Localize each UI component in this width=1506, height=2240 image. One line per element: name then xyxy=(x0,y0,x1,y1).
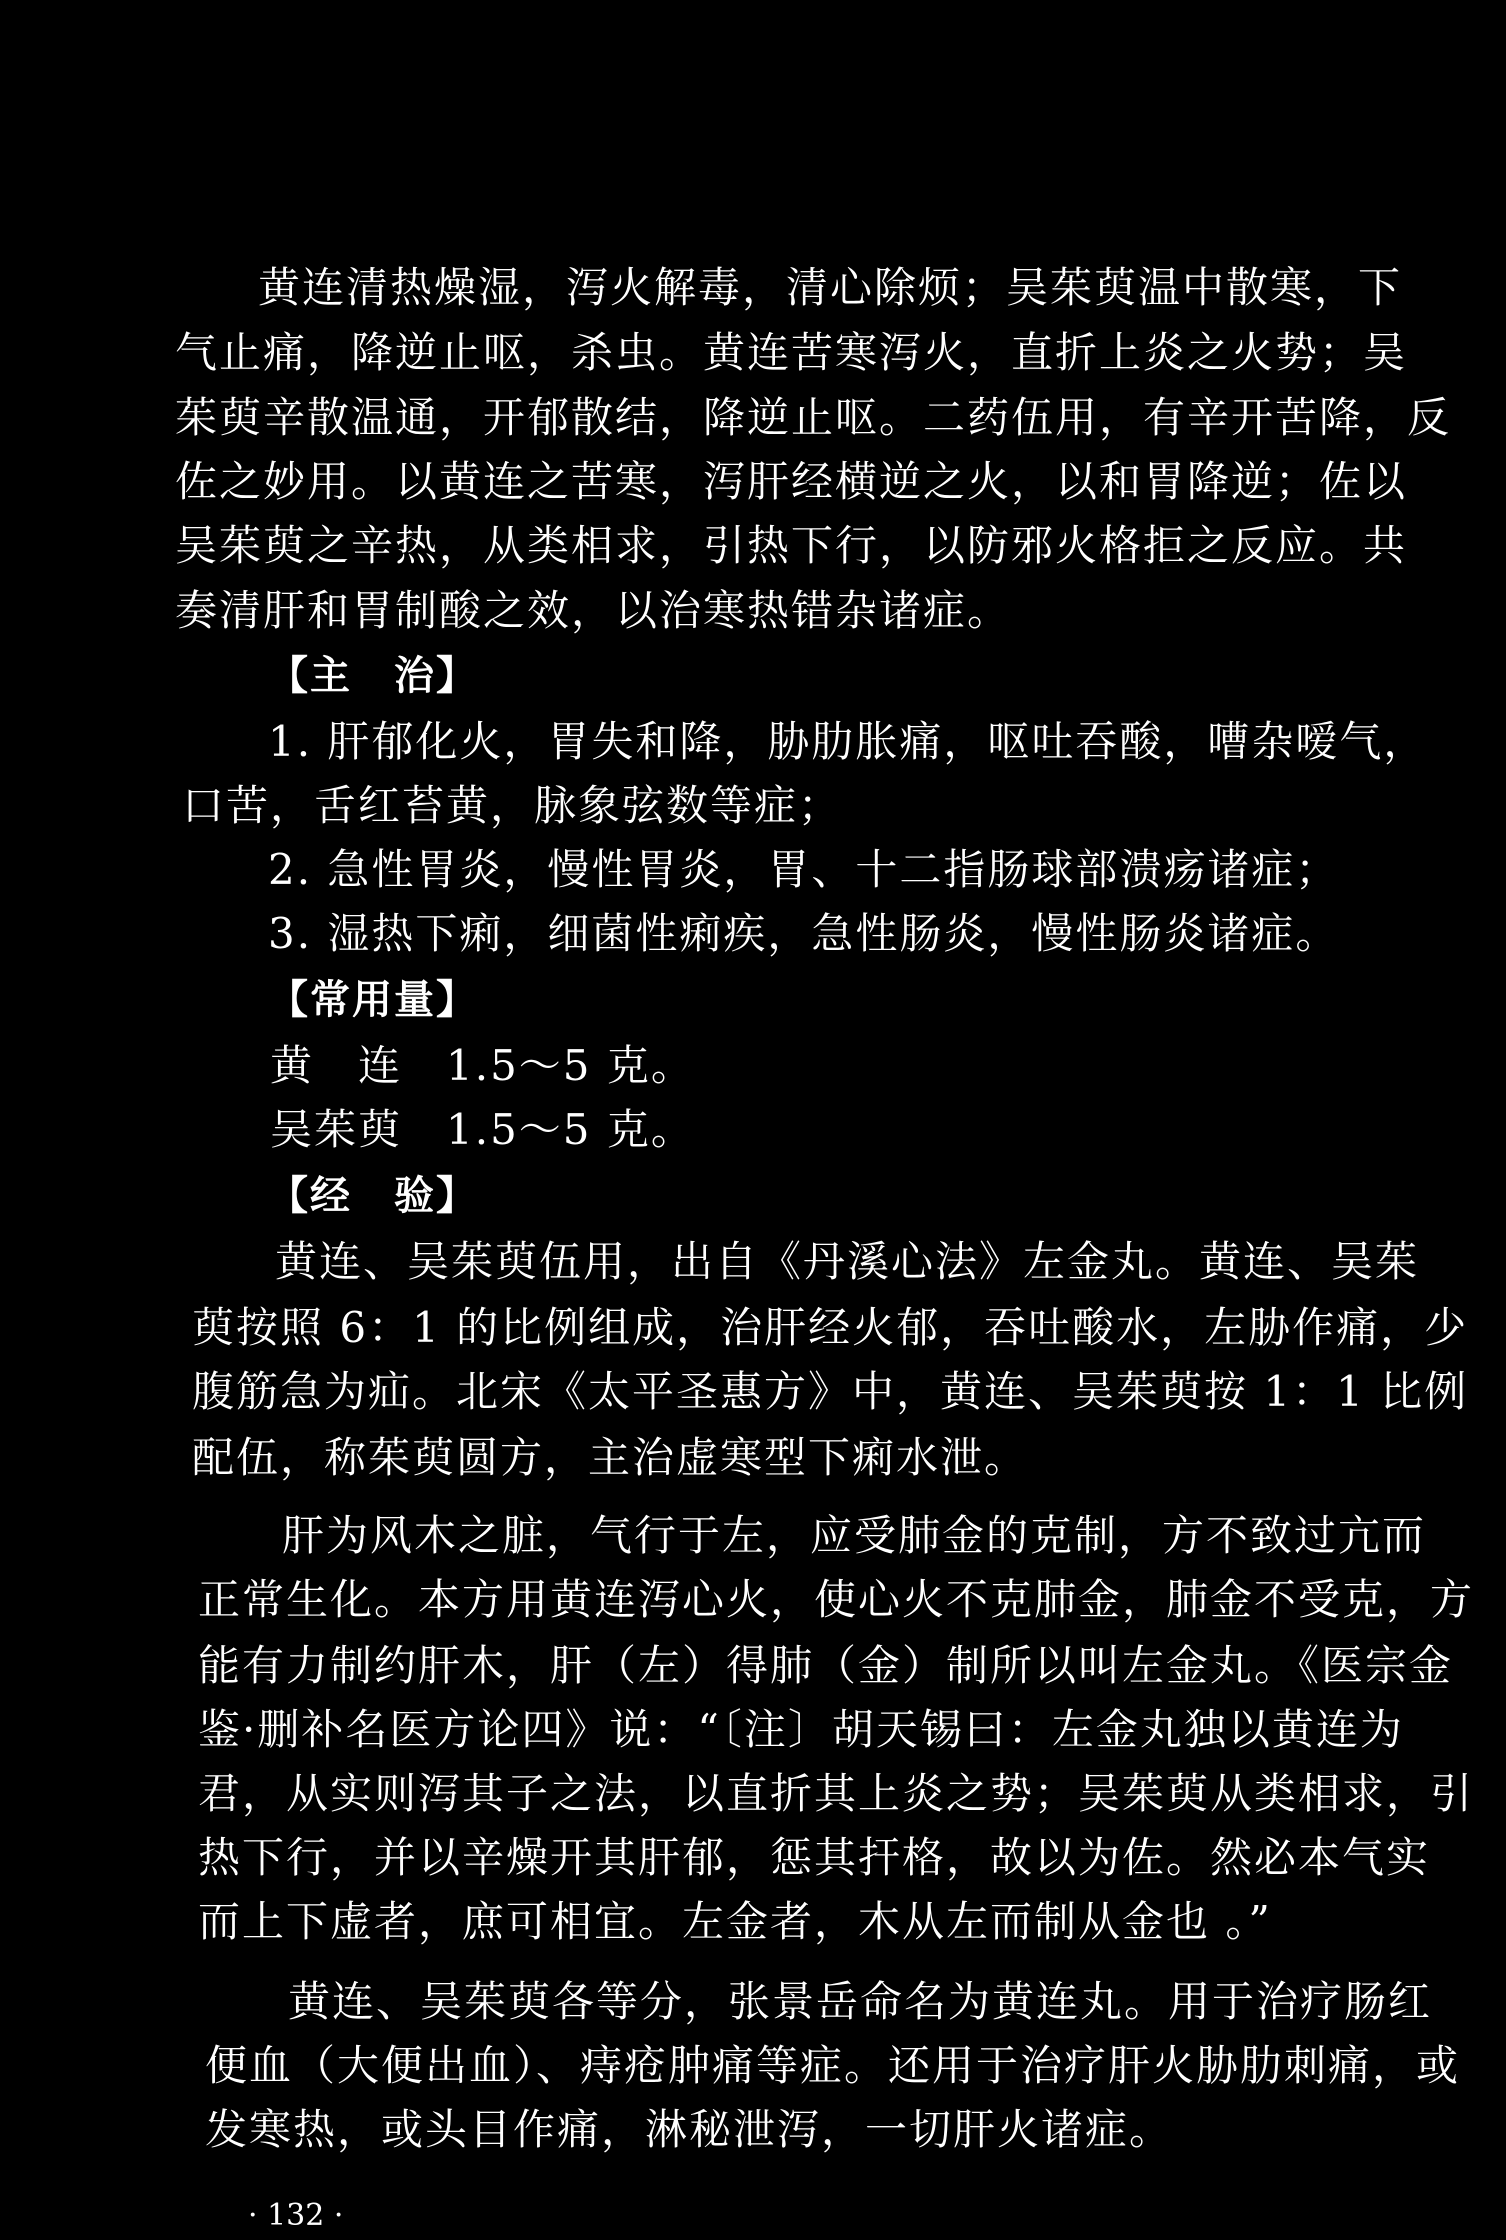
paragraph-1-line-5: 吴茱萸之辛热，从类相求，引热下行，以防邪火格拒之反应。共 xyxy=(175,521,1408,570)
indication-line-1-cont: 口苦，舌红苔黄，脉象弦数等症； xyxy=(182,781,843,830)
section-heading-indications: 【主 治】 xyxy=(268,653,478,699)
page-number: · 132 · xyxy=(248,2198,344,2233)
experience-p1-line-2: 萸按照 6：1 的比例组成，治肝经火郁，吞吐酸水，左胁作痛，少 xyxy=(192,1303,1469,1352)
indication-line-3: 3. 湿热下痢，细菌性痢疾，急性肠炎，慢性肠炎诸症。 xyxy=(268,909,1340,958)
experience-p1-line-4: 配伍，称茱萸圆方，主治虚寒型下痢水泄。 xyxy=(192,1433,1029,1482)
experience-p2-line-2: 正常生化。本方用黄连泻心火，使心火不克肺金，肺金不受克，方 xyxy=(198,1575,1475,1624)
experience-p2-line-7: 而上下虚者，庶可相宜。左金者，木从左而制从金也 。” xyxy=(198,1897,1272,1946)
dosage-line-wuzhuyu: 吴茱萸 1.5～5 克。 xyxy=(270,1105,695,1154)
section-heading-experience: 【经 验】 xyxy=(268,1173,478,1219)
experience-p2-line-5: 君，从实则泻其子之法，以直折其上炎之势；吴茱萸从类相求，引 xyxy=(198,1769,1475,1818)
experience-p2-line-6: 热下行，并以辛燥开其肝郁，惩其扞格，故以为佐。然必本气实 xyxy=(198,1833,1431,1882)
section-heading-dosage: 【常用量】 xyxy=(268,977,478,1023)
paragraph-1-line-4: 佐之妙用。以黄连之苦寒，泻肝经横逆之火，以和胃降逆；佐以 xyxy=(175,457,1408,506)
paragraph-1-line-6: 奏清肝和胃制酸之效，以治寒热错杂诸症。 xyxy=(175,586,1012,635)
paragraph-1-line-2: 气止痛，降逆止呕，杀虫。黄连苦寒泻火，直折上炎之火势；吴 xyxy=(175,328,1408,377)
experience-p1-line-1: 黄连、吴茱萸伍用，出自《丹溪心法》左金丸。黄连、吴茱 xyxy=(275,1237,1420,1286)
experience-p1-line-3: 腹筋急为疝。北宋《太平圣惠方》中，黄连、吴茱萸按 1：1 比例 xyxy=(192,1367,1469,1416)
experience-p3-line-1: 黄连、吴茱萸各等分，张景岳命名为黄连丸。用于治疗肠红 xyxy=(288,1977,1433,2026)
indication-line-2: 2. 急性胃炎，慢性胃炎，胃、十二指肠球部溃疡诸症； xyxy=(268,845,1340,894)
indication-line-1: 1. 肝郁化火，胃失和降，胁肋胀痛，呕吐吞酸，嘈杂嗳气， xyxy=(268,717,1428,766)
experience-p3-line-3: 发寒热，或头目作痛，淋秘泄泻，一切肝火诸症。 xyxy=(205,2105,1174,2154)
paragraph-1-line-1: 黄连清热燥湿，泻火解毒，清心除烦；吴茱萸温中散寒，下 xyxy=(258,263,1403,312)
experience-p2-line-3: 能有力制约肝木，肝（左）得肺（金）制所以叫左金丸。《医宗金 xyxy=(198,1641,1454,1690)
experience-p2-line-1: 肝为风木之脏，气行于左，应受肺金的克制，方不致过亢而 xyxy=(282,1511,1427,1560)
paragraph-1-line-3: 茱萸辛散温通，开郁散结，降逆止呕。二药伍用，有辛开苦降，反 xyxy=(175,393,1452,442)
experience-p2-line-4: 鉴·删补名医方论四》说：“〔注〕胡天锡曰：左金丸独以黄连为 xyxy=(198,1705,1404,1754)
dosage-line-huanglian: 黄 连 1.5～5 克。 xyxy=(270,1041,695,1090)
experience-p3-line-2: 便血（大便出血）、痔疮肿痛等症。还用于治疗肝火胁肋刺痛，或 xyxy=(205,2041,1461,2090)
